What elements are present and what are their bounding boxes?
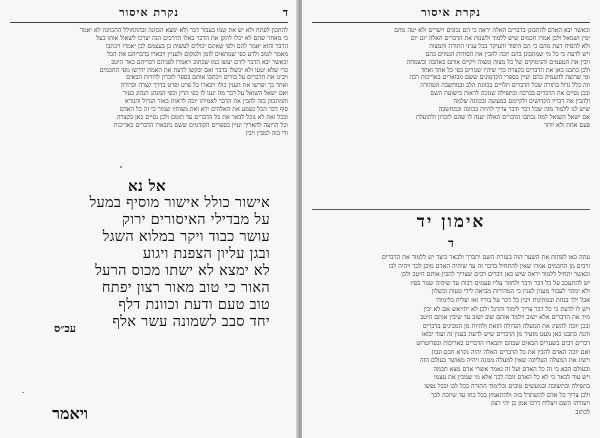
prose-line: ומי שרוצה להעמיק בהם יעיין בספרי הקדמונים ששם מבוארים באריכות רבה	[409, 74, 590, 82]
poem-line: אישור כולל אישור מוסיף במעל	[89, 195, 270, 211]
section-line: והנה כתבנו כאן מעט מזעיר מן הדברים שיש לדעת בענין זה ועוד יבואו	[421, 331, 590, 339]
section-line: בתפילה ובתשובה ובמעשים טובים ובלימוד התורה בכל לבו ובכל נפשו	[424, 382, 590, 390]
section-line: דברים רבים בשערים הבאים שבהם יתבארו הדברים באריכות ובפרוטרוט	[416, 339, 590, 347]
section-line: ובכן יזכה להשיג את המעלה הגדולה הזאת ולהיות מן המבינים בדברים	[422, 322, 590, 330]
prose-line: ולהבין את דבריו הקדושים ולקיימם במעשה ובכוונה שלמה	[453, 98, 590, 106]
poem-line: יחד סבב לשמונה עשר אלף	[112, 314, 270, 330]
section-line: ולא ימהר לעבור מענין לענין כי המהירות מביאה לידי טעות וכשלון	[431, 288, 590, 296]
section-line: ואם יזכה האדם להבין את כל הדברים האלה יהיה נקרא חכם ונבון	[431, 348, 590, 356]
prose-line: אם ישאל השואל למה נכתבו הדברים האלה יענה לו שהם לזכרון ולתועלת	[415, 113, 590, 121]
prose-line: כדי שלא יטעו ולא יכשלו בדבר ואם יבקשו לדעת את האמת ידרשו מפי החכמים	[99, 66, 288, 74]
poem-line: לא ימצא לא ישתו מכוס הרעל	[95, 263, 270, 279]
left-prose-block	[10, 27, 288, 138]
prose-line: ואם ישאל השואל על דבר מה יענו לו כפי הדין וכפי המנהג הנהוג בעיר	[122, 90, 288, 98]
prose-line: כי מאחר שהם לא יכלו לתקן את הדבר באלו הדרכים הנה יצרכו לשאול אותו בעל	[96, 34, 288, 42]
prose-line: ויבינו את הדברים על בורים ויכתבו אותם בספר לזכרון לדורות הבאים	[126, 74, 288, 82]
section-line: ויש לו לדעת כי כל דבר צריך לימוד והרגל ולכן לא יתייאש אם לא יבין	[423, 305, 590, 313]
section-title: אימון יד	[416, 212, 486, 232]
prose-line: ויבין את הטעמים והנימוקים של כל מצוה ומצוה ויקיים אותם באהבה ובשמחה	[406, 58, 590, 66]
poem	[24, 178, 270, 331]
prose-line: וכאשר יבא האדם להתבונן בדברים האלה יראה כי הם נכונים וישרים ולא יטה מהם	[394, 27, 590, 34]
right-page	[302, 0, 600, 438]
prose-line: שיש לנו ללמוד מזה שכל דבר ודבר צריך להיות בכוונה ובמחשבה	[438, 106, 590, 114]
prose-line: מאמר לטוב ולרע כפי שמתאים לזמן ולמקום ולעניין ויבארו בדבריהם את הכל	[107, 50, 288, 58]
poem-line: ובגן עליון הצפנת ויגוע	[142, 246, 270, 262]
prose-line: ודי בזה למבין ויבין	[245, 129, 288, 137]
left-page-header	[10, 6, 288, 23]
prose-line: סוף דבר הכל נשמע את האלהים ירא ואת מצותיו שמור כי זה כל האדם	[119, 106, 288, 114]
prose-line: והמתכוון בזה להבין את הדבר לאמיתו יזכה לראות באור הגדול והנורא	[124, 98, 288, 106]
section-line: ורבים מן החכמים אמרו שאין להתחיל בדבר זה עד שיהיה האדם מוכן לכך ויהיה לבו	[388, 262, 590, 270]
section-line: עתה באו לפתוח את השער הזה בעזרת השם יתברך ולבאר כיצד יש ללמוד את הדברים	[381, 254, 590, 261]
section-line: ויש עוד לבאר כי לא כל האדם זוכה לכך אלא מי שמכין את עצמו	[433, 374, 590, 382]
prose-line: פעם אחת ולא יותר	[544, 121, 590, 129]
print-speck	[22, 392, 24, 393]
running-head: נקרת איסור	[119, 6, 179, 19]
signature: עכ״ס	[53, 322, 76, 335]
page-letter: ד	[282, 6, 288, 19]
section-line: ולכן צריך כל אדם להשתדל בזה ולהתאמץ בכל כחו עד שיזכה לכך	[431, 391, 590, 399]
section-line: לכתוב	[575, 408, 590, 416]
section-letter: ד	[448, 236, 454, 250]
section-rule	[312, 209, 590, 210]
print-speck	[120, 166, 122, 168]
section-line: יש להתעכב על כל דבר ודבר ולחזור עליו פעמים רבות עד שיהיה שגור בפיו	[410, 279, 590, 287]
prose-line: ויש לדעת כי כל מי שמתבונן בהם יזכה להבין את הסודות הגנוזים בהם	[425, 50, 590, 58]
right-page-header	[312, 6, 590, 23]
section-line: וישיג את המעלה העליונה שאין למעלה ממנה ויהיה מאושר בעולם הזה	[420, 357, 590, 365]
poem-line: עושר כבוד ויקר במלוא השגל	[102, 229, 270, 245]
running-head: נקרת איסור	[421, 6, 481, 19]
prose-line: להתכון לפתח ולא יש את שמו בעבור דבר ולא ימצא הכוונה ובהתחולל ההכוונה לא יאמר	[79, 27, 288, 34]
prose-line: ימין ושמאל ולכן אמרו חכמים שיש ללמוד ולשנות את הדברים האלה יום יום	[410, 34, 590, 42]
prose-line: הדבר והוא יאמר להם ולפי שאינם יכולים לעשות כן בעצמם לכן יאמרו ויכתבו	[105, 42, 288, 50]
section-line: אבל ילך בנחת ובמתינות ויבין כל דבר על בוריו ואז יצליח בלימודו	[436, 296, 590, 304]
poem-line: על מבדילי האיסורים ירוק	[122, 212, 270, 228]
right-prose-block	[312, 27, 590, 130]
prose-line: ובכן נסיים את הדברים בברכה ובתפילה שנזכה לראות בישועת השם	[430, 90, 590, 98]
prose-line: וזה כלל גדול בתורה שכל הדברים תלויים בכוונת הלב ובמחשבה הטהורה	[420, 82, 590, 90]
left-page	[0, 0, 298, 438]
prose-line: ולא להסיח דעת מהם כי הם היסוד והעיקר בכל עניני התורה והמצוה	[429, 42, 590, 50]
prose-line: ואחר כך יפרשו את הענין כולו ויבארו כל פרט ופרט בדרך קצרה וברורה	[120, 82, 288, 90]
section-line: מיד את הדברים אלא ישוב וילמד אותם שוב ושוב עד שיבין אותם היטב	[420, 314, 590, 322]
prose-line: ובכל זאת לא נוכל לבאר את כל הדברים עד תומם ולכן נסיים כאן בקצרה	[117, 113, 288, 121]
section-line: ובעולם הבא כי זה כל האדם ועל זה נאמר אשרי אדם מצא חכמה	[433, 365, 590, 373]
poem-line: האור כי טוב מאור רצון יפתח	[101, 280, 270, 296]
prose-line: וכל הרוצה להאריך יעיין בספרים הקודמים ששם נתבארו הדברים באריכות	[113, 121, 288, 129]
section-line: ויעזרהו השם ויצליח דרכו אמן כן יהי רצון	[491, 400, 590, 408]
section-body	[312, 254, 590, 417]
prose-line: ולכן כתבנו כאן את הדברים בקצרה כדי שיהיו שגורים בפי כל אחד ואחד	[421, 66, 590, 74]
catchword: ויאמר	[52, 404, 88, 423]
poem-line: טוב טעם ודעת וכוונת דלף	[118, 297, 270, 313]
prose-line: וכאשר יבא הדבר לידם יעשו כמו שכתוב ויאמרו לפניהם דבריהם באר היטב	[111, 58, 288, 66]
section-line: וכאשר יתחיל ללמוד יראה שיש כאן דברים רבים שצריך להבין אותם היטב ולכן	[401, 271, 590, 279]
poem-opening: אל נא	[128, 177, 166, 195]
